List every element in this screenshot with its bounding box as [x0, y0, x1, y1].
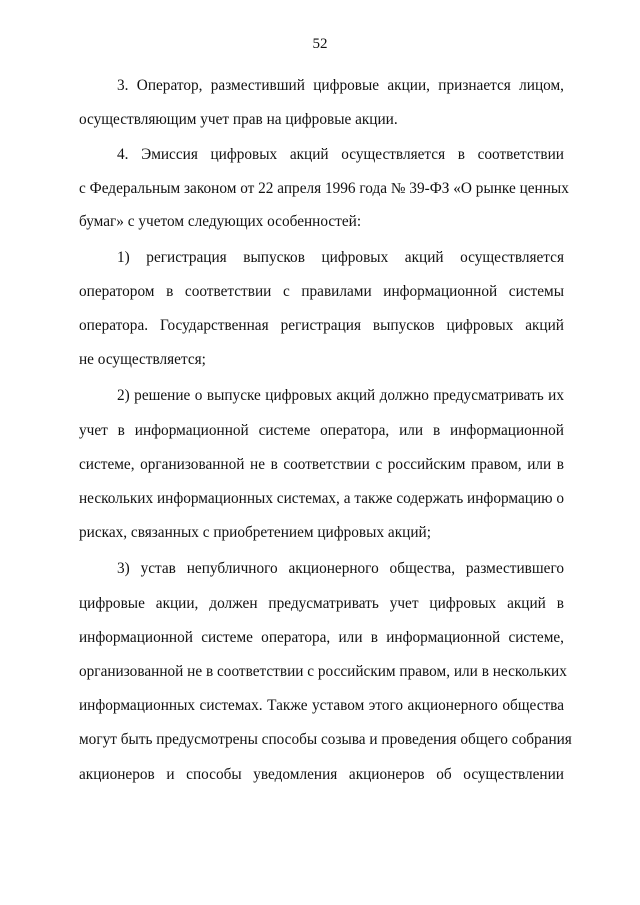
text-line: 4. Эмиссия цифровых акций осуществляется в соответствии [117, 146, 564, 163]
text-line: 3) устав непубличного акционерного общества, разместившего [117, 560, 564, 577]
page-number: 52 [312, 36, 328, 52]
text-line: системе, организованной не в соответствии с российским правом, или в [79, 456, 564, 473]
text-line: цифровые акции, должен предусматривать учет цифровых акций в [79, 595, 564, 612]
text-line: нескольких информационных системах, а также содержать информацию о [79, 490, 565, 507]
text-line: осуществляющим учет прав на цифровые акции. [79, 111, 398, 128]
text-line: 2) решение о выпуске цифровых акций должно предусматривать их [117, 387, 564, 404]
text-line: информационной системе оператора, или в информационной системе, [79, 629, 564, 646]
text-line: информационных системах. Также уставом этого акционерного общества [79, 697, 564, 714]
text-line: рисках, связанных с приобретением цифровых акций; [79, 524, 431, 541]
text-line: организованной не в соответствии с российским правом, или в нескольких [79, 663, 567, 680]
text-line: бумаг» с учетом следующих особенностей: [79, 213, 362, 230]
text-line: с Федеральным законом от 22 апреля 1996 года № 39-ФЗ «О рынке ценных [79, 180, 569, 197]
text-line: оператора. Государственная регистрация выпусков цифровых акций [79, 317, 564, 334]
text-line: учет в информационной системе оператора, или в информационной [79, 422, 564, 439]
text-line: 3. Оператор, разместивший цифровые акции, признается лицом, [117, 77, 564, 94]
text-line: 1) регистрация выпусков цифровых акций осуществляется [117, 249, 564, 266]
text-line: могут быть предусмотрены способы созыва и проведения общего собрания [79, 731, 572, 748]
text-line: оператором в соответствии с правилами информационной системы [79, 283, 564, 300]
text-line: не осуществляется; [79, 351, 206, 368]
text-line: акционеров и способы уведомления акционеров об осуществлении [79, 766, 564, 783]
